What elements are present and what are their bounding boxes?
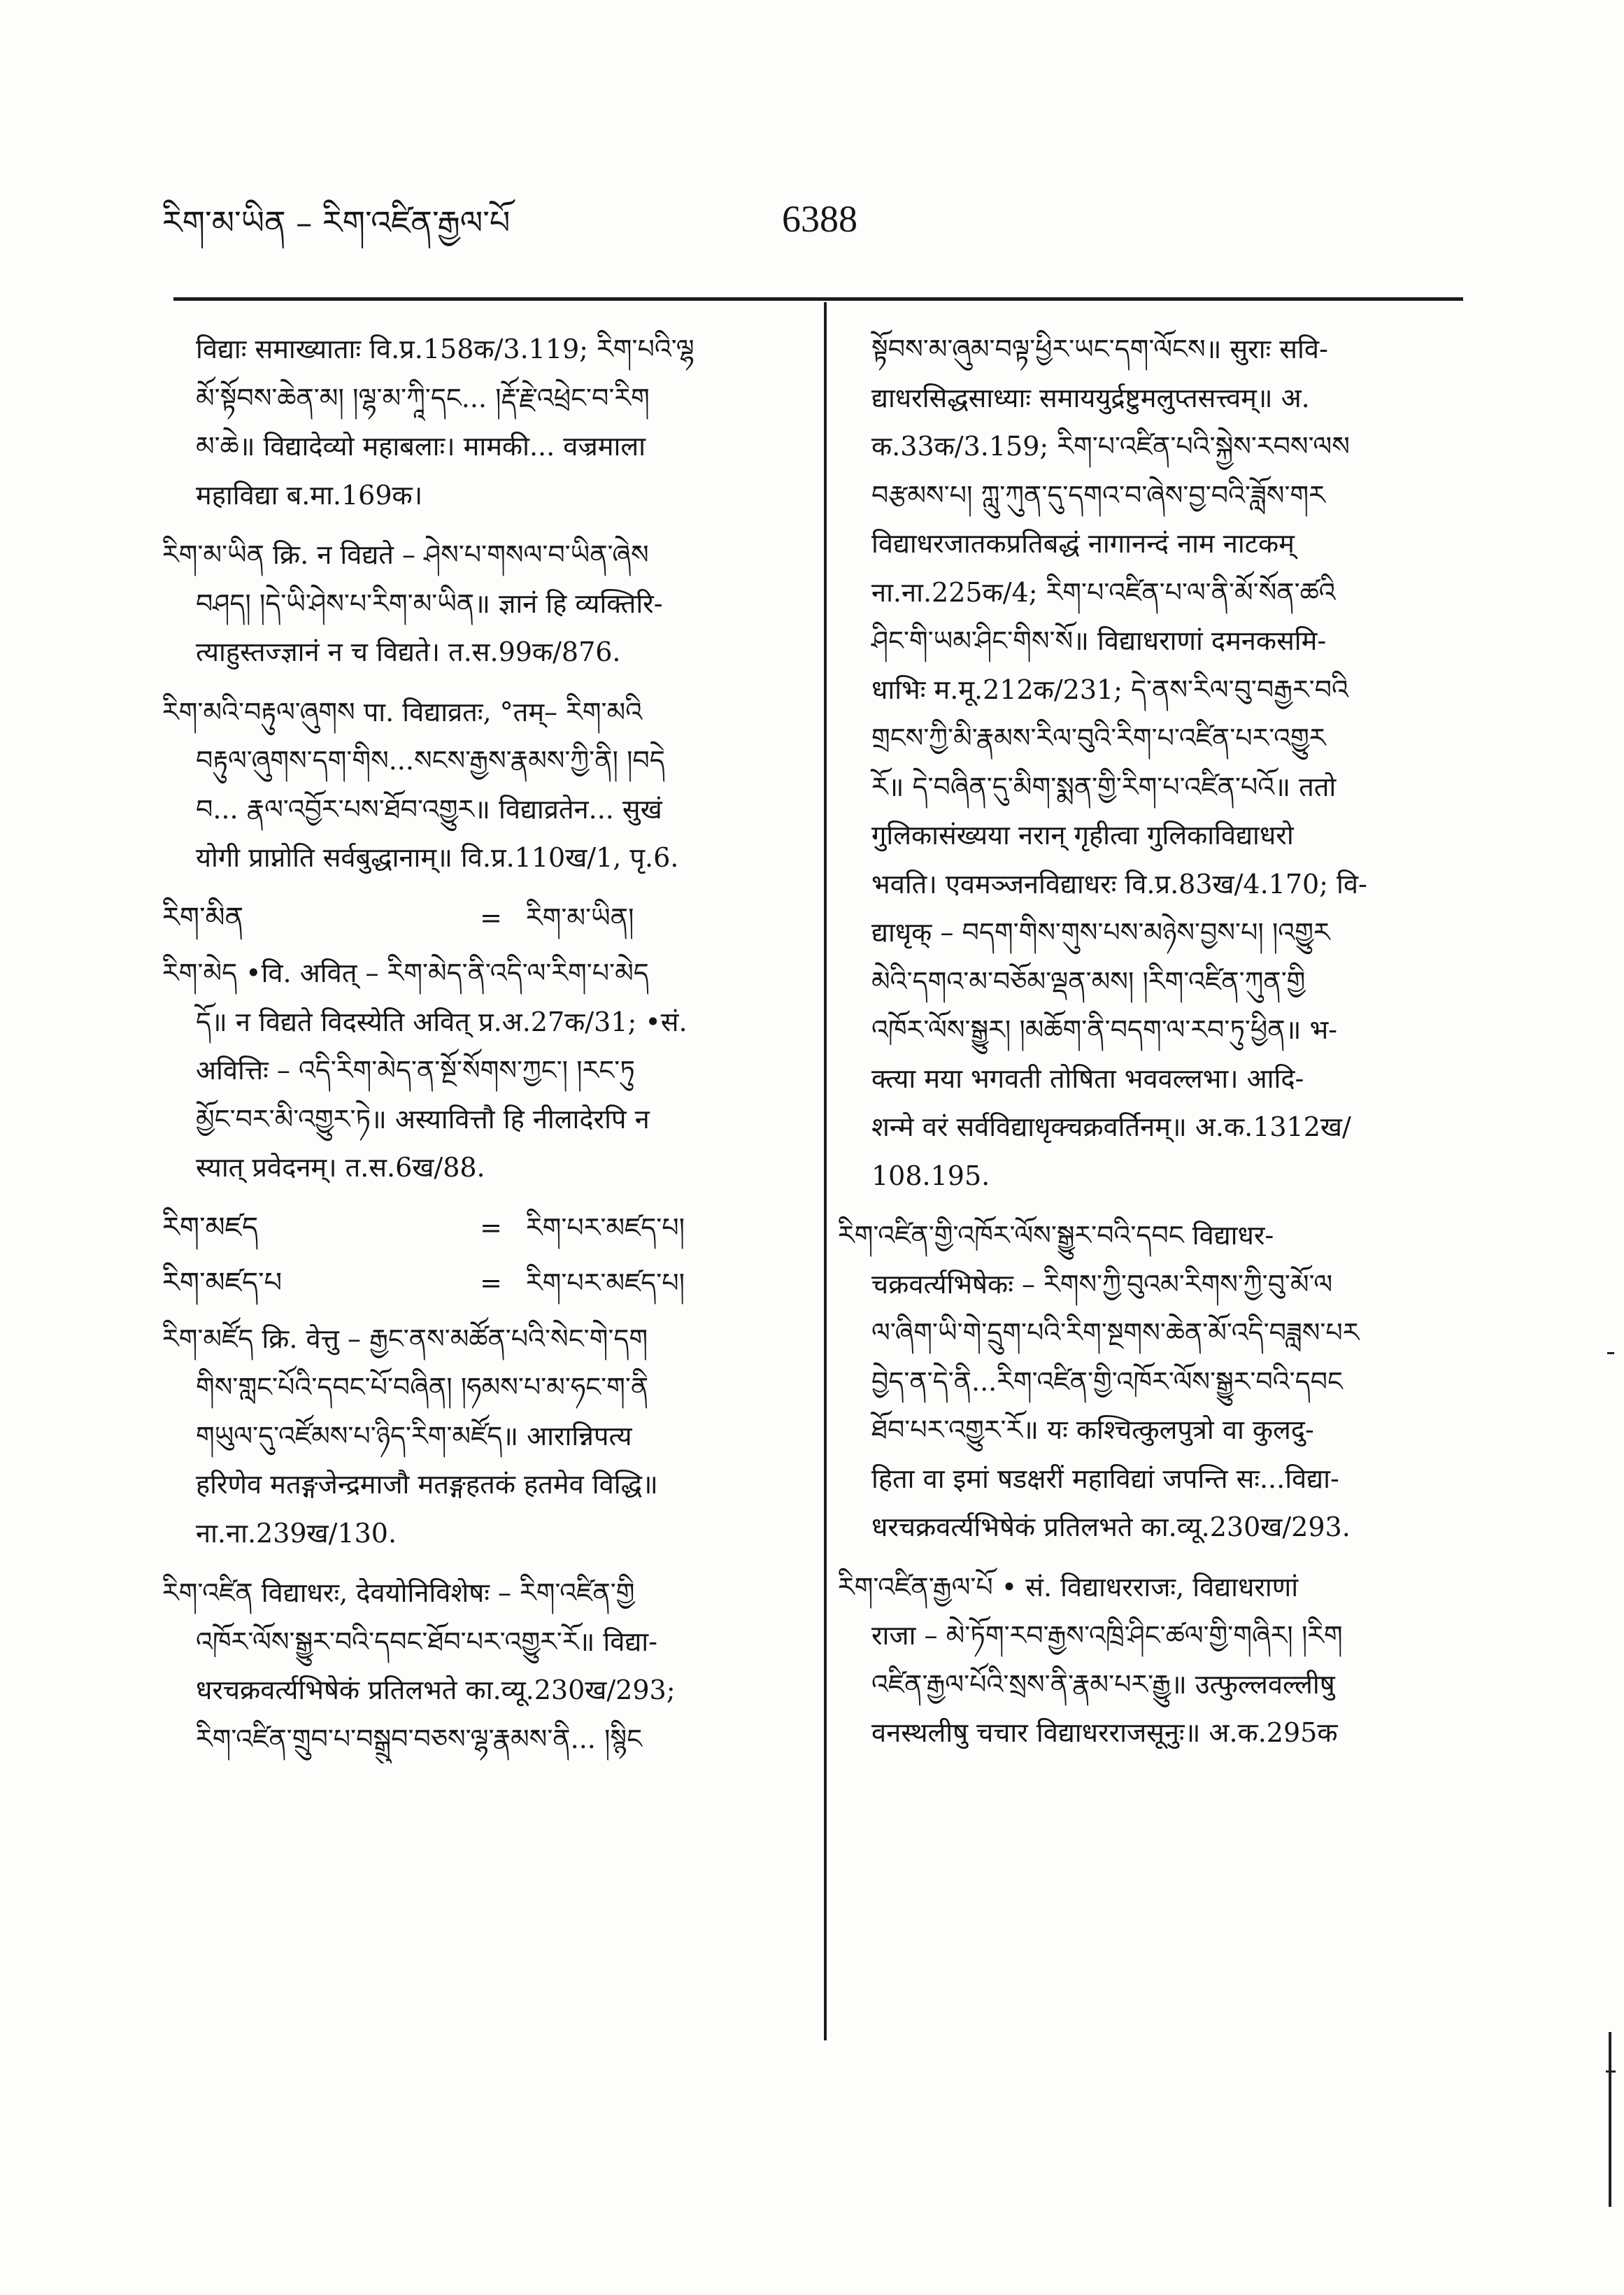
text-line: वनस्थलीषु चचार विद्याधरराजसूनुः॥ अ.क.295क — [871, 1717, 1338, 1748]
text-line: རིག་མ་ཡིན क्रि. न विद्यते – ཤེས་པ་གསལ་བ་ཡིན་ཞེས — [162, 539, 649, 570]
headword: རིག་མཛད་པ — [162, 1267, 283, 1299]
column-divider — [824, 302, 827, 2040]
equals-sign: = — [480, 902, 502, 933]
text-line: རིག་མའི་བརྟུལ་ཞུགས पा. विद्याव्रतः, °तम्– རིག་མའི — [162, 696, 643, 727]
text-line: ཤིང་གི་ཡམ་ཤིང་གིས་སོ॥ विद्याधराणां दमनकसमि- — [871, 625, 1327, 656]
text-line: धरचक्रवर्त्यभिषेकं प्रतिलभते का.व्यू.230ख/293; — [196, 1675, 676, 1705]
text-line: འཁོར་ལོས་སྒྱུར། །མཆོག་ནི་བདག་ལ་རབ་ཏུ་ཕྱིན॥ भ- — [871, 1014, 1338, 1045]
text-line: गुलिकासंख्यया नरान् गृहीत्वा गुलिकाविद्याधरो — [871, 820, 1294, 851]
entry-vidyadhara-raja — [838, 1563, 1457, 1758]
text-line: द्याधृक् – བདག་གིས་གུས་པས་མཉེས་བྱས་པ། །འགྱུར — [871, 917, 1330, 948]
right-column — [838, 325, 1457, 1769]
text-line: अवित्तिः – འདི་རིག་མེད་ན་སྔོ་སོགས་ཀྱང་། །རང་ཏུ — [196, 1055, 635, 1086]
text-line: བརྩམས་པ། ཀླུ་ཀུན་དུ་དགའ་བ་ཞེས་བྱ་བའི་ཟློས་གར — [871, 479, 1325, 511]
cross-reference-target: རིག་པར་མཛད་པ། — [526, 1267, 685, 1298]
text-line: རིག་འཛིན་གྱི་འཁོར་ལོས་སྒྱུར་བའི་དབང विद्याधर- — [838, 1220, 1274, 1251]
text-line: རིག་འཛིན་གྲུབ་པ་བསྒྲུབ་བཅས་ལྷ་རྣམས་ནི... །སྙིང — [196, 1723, 643, 1754]
text-line: स्यात् प्रवेदनम्। त.स.6ख/88. — [196, 1152, 485, 1183]
text-line: चक्रवर्त्यभिषेकः – རིགས་ཀྱི་བུའམ་རིགས་ཀྱི་བུ་མོ་ལ — [871, 1268, 1333, 1300]
headword: རིག་མིན — [162, 901, 244, 934]
text-line: བ... རྣལ་འབྱོར་པས་ཐོབ་འགྱུར॥ विद्याव्रतेन... सुखं — [196, 793, 662, 825]
text-line: གྲངས་ཀྱི་མི་རྣམས་རིལ་བུའི་རིག་པ་འཛིན་པར་འགྱུར — [871, 723, 1326, 753]
entry-rig-dzin — [162, 1569, 781, 1763]
text-line: राजा – མེ་ཏོག་རབ་རྒྱས་འཁྲི་ཤིང་ཚལ་གྱི་གཞིར། །རིག — [871, 1620, 1343, 1651]
text-line: མ་ཆེ॥ विद्यादेव्यो महाबलाः। मामकी... वज्रमाला — [196, 431, 646, 462]
text-line: འཁོར་ལོས་སྒྱུར་བའི་དབང་ཐོབ་པར་འགྱུར་རོ॥ विद्या- — [196, 1626, 657, 1657]
headword: རིག་མཛད — [162, 1211, 259, 1244]
text-line: བཤད། །དེ་ཡི་ཤེས་པ་རིག་མ་ཡིན॥ ज्ञानं हि व्यक्तिरि- — [196, 588, 663, 619]
text-line: འཛིན་རྒྱལ་པོའི་སྲས་ནི་རྣམ་པར་རྒྱུ॥ उत्फुल्लवल्लीषु — [871, 1668, 1335, 1700]
text-line: དོ॥ न विद्यते विदस्येति अवित् प्र.अ.27क/31; •सं. — [196, 1006, 688, 1037]
text-line: མྱོང་བར་མི་འགྱུར་ཏེ॥ अस्यावित्तौ हि नीलादेरपि न — [196, 1103, 650, 1135]
text-line: བྱེད་ན་དེ་ནི...རིག་འཛིན་གྱི་འཁོར་ལོས་སྒྱུར་བའི་དབང — [871, 1365, 1343, 1397]
equals-sign: = — [480, 1212, 502, 1243]
left-column — [162, 325, 781, 1775]
text-line: हिता वा इमां षडक्षरीं महाविद्यां जपन्ति सः...विद्या- — [871, 1463, 1339, 1494]
text-line: རིག་འཛིན་རྒྱལ་པོ • सं. विद्याधरराजः, विद्याधराणां — [838, 1571, 1299, 1603]
text-line: 108.195. — [871, 1160, 990, 1191]
text-line: སྟོབས་མ་ཞུམ་བལྟ་ཕྱིར་ཡང་དག་ལོངས॥ सुराः सवि- — [871, 334, 1328, 364]
entry-vidyadhara-abhisheka — [838, 1212, 1457, 1552]
text-line: योगी प्राप्नोति सर्वबुद्धानाम्॥ वि.प्र.110ख/1, पृ.6. — [196, 842, 679, 873]
equals-sign: = — [480, 1267, 502, 1298]
entry-vidyavrata — [162, 688, 781, 883]
text-line: རིག་མེད •वि. अवित् – རིག་མེད་ནི་འདི་ལ་རིག་པ་མེད — [162, 958, 649, 988]
cross-reference-target: རིག་པར་མཛད་པ། — [526, 1212, 685, 1243]
text-line: द्याधरसिद्धसाध्याः समाययुर्द्रष्टुमलुप्तसत्त्वम्॥ अ. — [871, 382, 1310, 413]
top-rule — [173, 297, 1463, 301]
text-line: क्त्या मया भगवती तोषिता भववल्लभा। आदि- — [871, 1063, 1304, 1094]
header-title: རིག་མ་ཡིན – རིག་འཛིན་རྒྱལ་པོ — [162, 204, 511, 241]
text-line: विद्याः समाख्याताः वि.प्र.158क/3.119; རིག་པའི་ལྷ — [196, 334, 695, 364]
text-line: ना.ना.239ख/130. — [196, 1517, 397, 1549]
margin-mark — [1606, 2070, 1616, 2073]
entry-continuation — [162, 325, 781, 520]
page-number: 6388 — [782, 198, 857, 240]
text-line: རིག་འཛིན विद्याधरः, देवयोनिविशेषः – རིག་འཛིན་གྱི — [162, 1577, 635, 1608]
text-line: མེའི་དགའ་མ་བཅོམ་ལྡན་མས། །རིག་འཛིན་ཀུན་གྱི — [871, 965, 1306, 997]
cross-reference-row — [162, 1204, 781, 1253]
text-line: རོ॥ དེ་བཞིན་དུ་མིག་སྨན་གྱི་རིག་པ་འཛིན་པའོ॥ ततो — [871, 771, 1337, 802]
text-line: རིག་མཛོད क्रि. वेत्तु – རྒྱང་ནས་མཚོན་པའི་སེང་གེ་དག — [162, 1323, 648, 1354]
cross-reference-row — [162, 1259, 781, 1308]
margin-mark — [1607, 1352, 1614, 1354]
entry-rig-ma-yin — [162, 531, 781, 677]
margin-mark — [1609, 2032, 1611, 2207]
text-line: ལ་ཞིག་ཡི་གེ་དྲུག་པའི་རིག་སྔགས་ཆེན་མོ་འདི་བཟླས་པར — [871, 1317, 1360, 1348]
text-line: ना.ना.225क/4; རིག་པ་འཛིན་པ་ལ་ནི་མོ་སོན་ཚའི — [871, 576, 1336, 608]
text-line: शन्मे वरं सर्वविद्याधृक्चक्रवर्तिनम्॥ अ.क.1312ख/ — [871, 1111, 1351, 1142]
text-line: भवति। एवमञ्जनविद्याधरः वि.प्र.83ख/4.170; वि- — [871, 868, 1367, 900]
text-line: ཐོབ་པར་འགྱུར་རོ॥ यः कश्चित्कुलपुत्रो वा कुलदु- — [871, 1414, 1314, 1445]
text-line: བརྟུལ་ཞུགས་དག་གིས...སངས་རྒྱས་རྣམས་ཀྱི་ནི། །བདེ — [196, 745, 665, 776]
cross-reference-target: རིག་མ་ཡིན། — [526, 902, 634, 933]
cross-reference-row — [162, 894, 781, 943]
text-line: धरचक्रवर्त्यभिषेकं प्रतिलभते का.व्यू.230ख/293. — [871, 1512, 1351, 1542]
text-line: धाभिः म.मू.212क/231; དེ་ནས་རིལ་བུ་བརྒྱར་བའི — [871, 674, 1348, 705]
entry-continuation — [838, 325, 1457, 1200]
text-line: विद्याधरजातकप्रतिबद्धं नागानन्दं नाम नाटकम् — [871, 528, 1295, 559]
text-line: གཡུལ་དུ་འཛོམས་པ་ཉིད་རིག་མཛོད॥ आरान्निपत्य — [196, 1420, 632, 1451]
text-line: མོ་སྟོབས་ཆེན་མ། །ལྷ་མ་ཀཱི་དང... །རྡོ་རྗེ་འཕྲེང་བ་རིག — [196, 382, 650, 413]
entry-rig-med — [162, 949, 781, 1193]
text-line: त्याहुस्तज्ज्ञानं न च विद्यते। त.स.99क/876. — [196, 637, 621, 667]
text-line: क.33क/3.159; རིག་པ་འཛིན་པའི་སྐྱེས་རབས་ལས — [871, 431, 1350, 462]
text-line: གིས་གླང་པོའི་དབང་པོ་བཞིན། །ཧམས་པ་མ་ཧང་ག་ནི — [196, 1372, 649, 1402]
entry-rig-mdzod — [162, 1315, 781, 1558]
text-line: महाविद्या ब.मा.169क। — [196, 479, 423, 511]
text-line: हरिणेव मतङ्गजेन्द्रमाजौ मतङ्गहतकं हतमेव विद्धि॥ — [196, 1469, 658, 1500]
